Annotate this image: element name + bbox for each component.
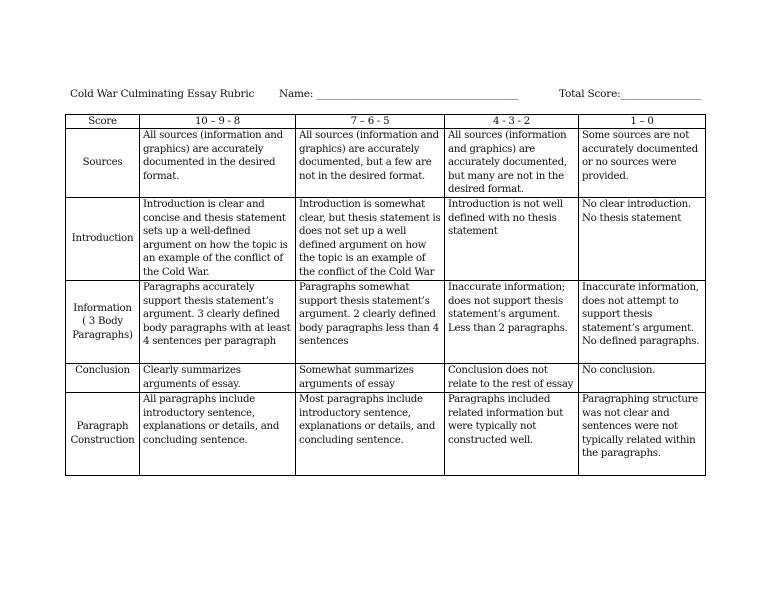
- table-cell: Paragraphs included related information but were typically not constructed well.: [445, 393, 579, 476]
- table-cell: Paragraphing structure was not clear and sentences were not typically related within the paragraphs.: [579, 393, 706, 476]
- table-cell: All sources (information and graphics) are accurately documented, but many are not in the desired format.: [445, 129, 579, 198]
- column-header-4-2: 4 - 3 - 2: [445, 115, 579, 129]
- table-cell: All sources (information and graphics) are accurately documented in the desired format.: [140, 129, 296, 198]
- rubric-table: [65, 114, 706, 476]
- name-field-label: Name: ________________________________________: [279, 88, 519, 100]
- table-cell: No clear introduction. No thesis statement: [579, 198, 706, 281]
- row-label-paragraph-construction: [66, 393, 140, 476]
- table-row-paragraph-construction: [66, 393, 706, 476]
- row-label-information: [66, 281, 140, 364]
- column-header-10-8: 10 – 9 - 8: [140, 115, 296, 129]
- table-cell: Inaccurate information; does not support thesis statement’s argument. Less than 2 paragraphs.: [445, 281, 579, 364]
- column-header-score: Score: [66, 115, 140, 129]
- table-cell: Introduction is somewhat clear, but thesis statement is does not set up a well defined argument on how the topic is an example of the conflict of the Cold War: [296, 198, 445, 281]
- table-cell: Introduction is not well defined with no thesis statement: [445, 198, 579, 281]
- column-header-7-5: 7 – 6 - 5: [296, 115, 445, 129]
- column-header-1-0: 1 – 0: [579, 115, 706, 129]
- table-row-sources: [66, 129, 706, 198]
- table-cell: All sources (information and graphics) are accurately documented, but a few are not in the desired format.: [296, 129, 445, 198]
- row-label-line: Information: [73, 302, 132, 314]
- table-row-conclusion: [66, 364, 706, 393]
- row-label-conclusion: Conclusion: [66, 364, 140, 393]
- table-cell: Introduction is clear and concise and thesis statement sets up a well-defined argument on how the topic is an example of the conflict of the Cold War.: [140, 198, 296, 281]
- table-row-information: [66, 281, 706, 364]
- row-label-line: ( 3 Body: [82, 316, 123, 328]
- document-title: Cold War Culminating Essay Rubric: [70, 88, 255, 100]
- table-cell: Paragraphs somewhat support thesis statement’s argument. 2 clearly defined body paragraphs less than 4 sentences: [296, 281, 445, 364]
- row-label-introduction: Introduction: [66, 198, 140, 281]
- table-cell: Some sources are not accurately documented or no sources were provided.: [579, 129, 706, 198]
- table-cell: Inaccurate information, does not attempt to support thesis statement’s argument. No defined paragraphs.: [579, 281, 706, 364]
- table-cell: Most paragraphs include introductory sentence, explanations or details, and concluding sentence.: [296, 393, 445, 476]
- row-label-line: Construction: [70, 435, 135, 446]
- row-label-sources: Sources: [66, 129, 140, 198]
- table-cell: Paragraphs accurately support thesis statement’s argument. 3 clearly defined body paragraphs with at least 4 sentences per paragraph: [140, 281, 296, 364]
- document-header: [70, 88, 710, 104]
- table-cell: All paragraphs include introductory sentence, explanations or details, and concluding sentence.: [140, 393, 296, 476]
- table-cell: Somewhat summarizes arguments of essay: [296, 364, 445, 393]
- row-label-line: Paragraph: [76, 421, 129, 433]
- table-cell: Clearly summarizes arguments of essay.: [140, 364, 296, 393]
- row-label-line: Paragraphs): [72, 329, 133, 341]
- table-cell: Conclusion does not relate to the rest of essay: [445, 364, 579, 393]
- total-score-label: Total Score:________________: [559, 88, 702, 100]
- table-header-row: [66, 115, 706, 129]
- table-row-introduction: [66, 198, 706, 281]
- table-cell: No conclusion.: [579, 364, 706, 393]
